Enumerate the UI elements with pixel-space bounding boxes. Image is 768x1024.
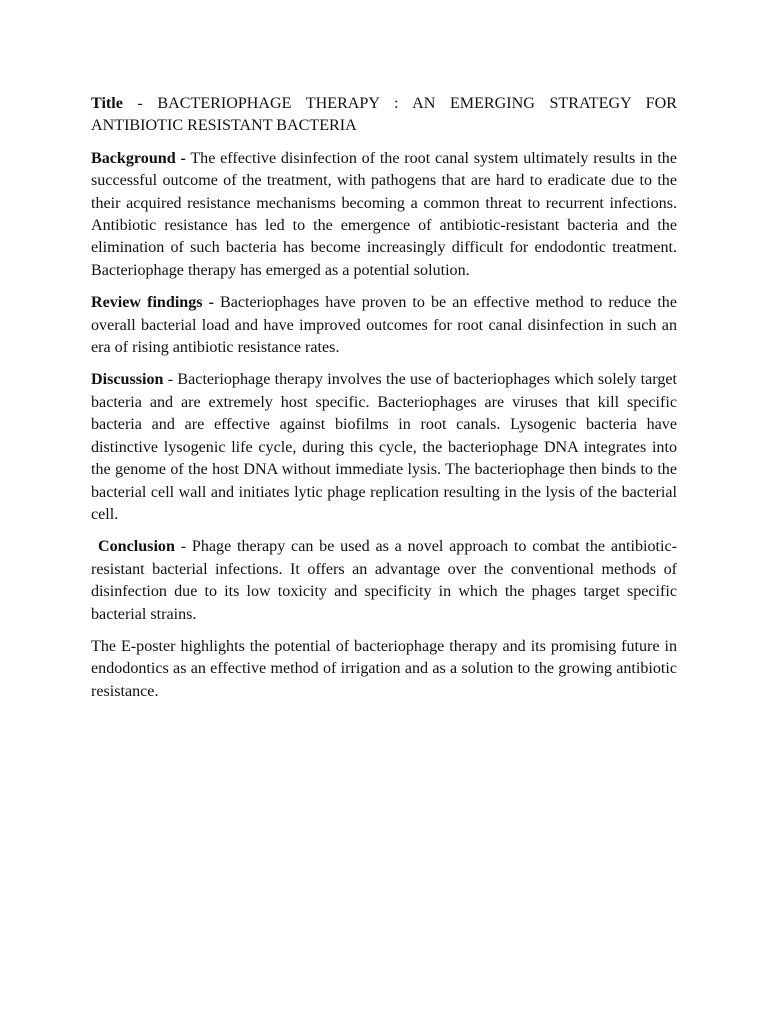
discussion-text: Bacteriophage therapy involves the use of bacteriophages which solely target bacteria and are extremely host specific. Bacteriophages are viruses that kill specific bacteria and are effective against biofilms in root canals. Lysogenic bacteria have distinctive lysogenic life cycle, during this cycle, the bacteriophage DNA integrates into the genome of the host DNA without immediate lysis. The bacteriophage then binds to the bacterial cell wall and initiates lytic phage replication resulting in the lysis of the bacterial cell.	[91, 371, 678, 523]
conclusion-paragraph	[91, 536, 677, 626]
conclusion-label: Conclusion	[98, 538, 175, 556]
discussion-separator: -	[163, 371, 178, 389]
conclusion-separator: -	[174, 538, 192, 556]
title-label: Title	[91, 95, 123, 112]
review-findings-label: Review findings -	[91, 294, 214, 312]
title-paragraph	[91, 93, 677, 138]
closing-paragraph	[91, 636, 677, 703]
review-findings-text: Bacteriophages have proven to be an effective method to reduce the overall bacterial load and have improved outcomes for root canal disinfection in such an era of rising antibiotic resistance rates.	[91, 294, 677, 357]
document-body	[91, 93, 677, 713]
background-label: Background -	[91, 149, 186, 167]
closing-text: The E-poster highlights the potential of bacteriophage therapy and its promising future in endodontics as an effective method of irrigation and as a solution to the growing antibiotic resistance.	[91, 637, 677, 700]
title-separator: -	[122, 95, 158, 112]
discussion-paragraph	[91, 369, 677, 526]
title-text: BACTERIOPHAGE THERAPY : AN EMERGING STRATEGY FOR ANTIBIOTIC RESISTANT BACTERIA	[91, 95, 677, 135]
background-paragraph	[91, 148, 677, 282]
review-findings-paragraph	[91, 292, 677, 359]
background-text: The effective disinfection of the root canal system ultimately results in the successful outcome of the treatment, with pathogens that are hard to eradicate due to the their acquired resistance mechanisms becoming a common threat to recurrent infections. Antibiotic resistance has led to the emergence of antibiotic-resistant bacteria and the elimination of such bacteria has become increasingly difficult for endodontic treatment. Bacteriophage therapy has emerged as a potential solution.	[91, 149, 677, 279]
discussion-label: Discussion	[91, 371, 164, 389]
conclusion-text: Phage therapy can be used as a novel approach to combat the antibiotic-resistant bacterial infections. It offers an advantage over the conventional methods of disinfection due to its low toxicity and specificity in which the phages target specific bacterial strains.	[91, 538, 677, 623]
